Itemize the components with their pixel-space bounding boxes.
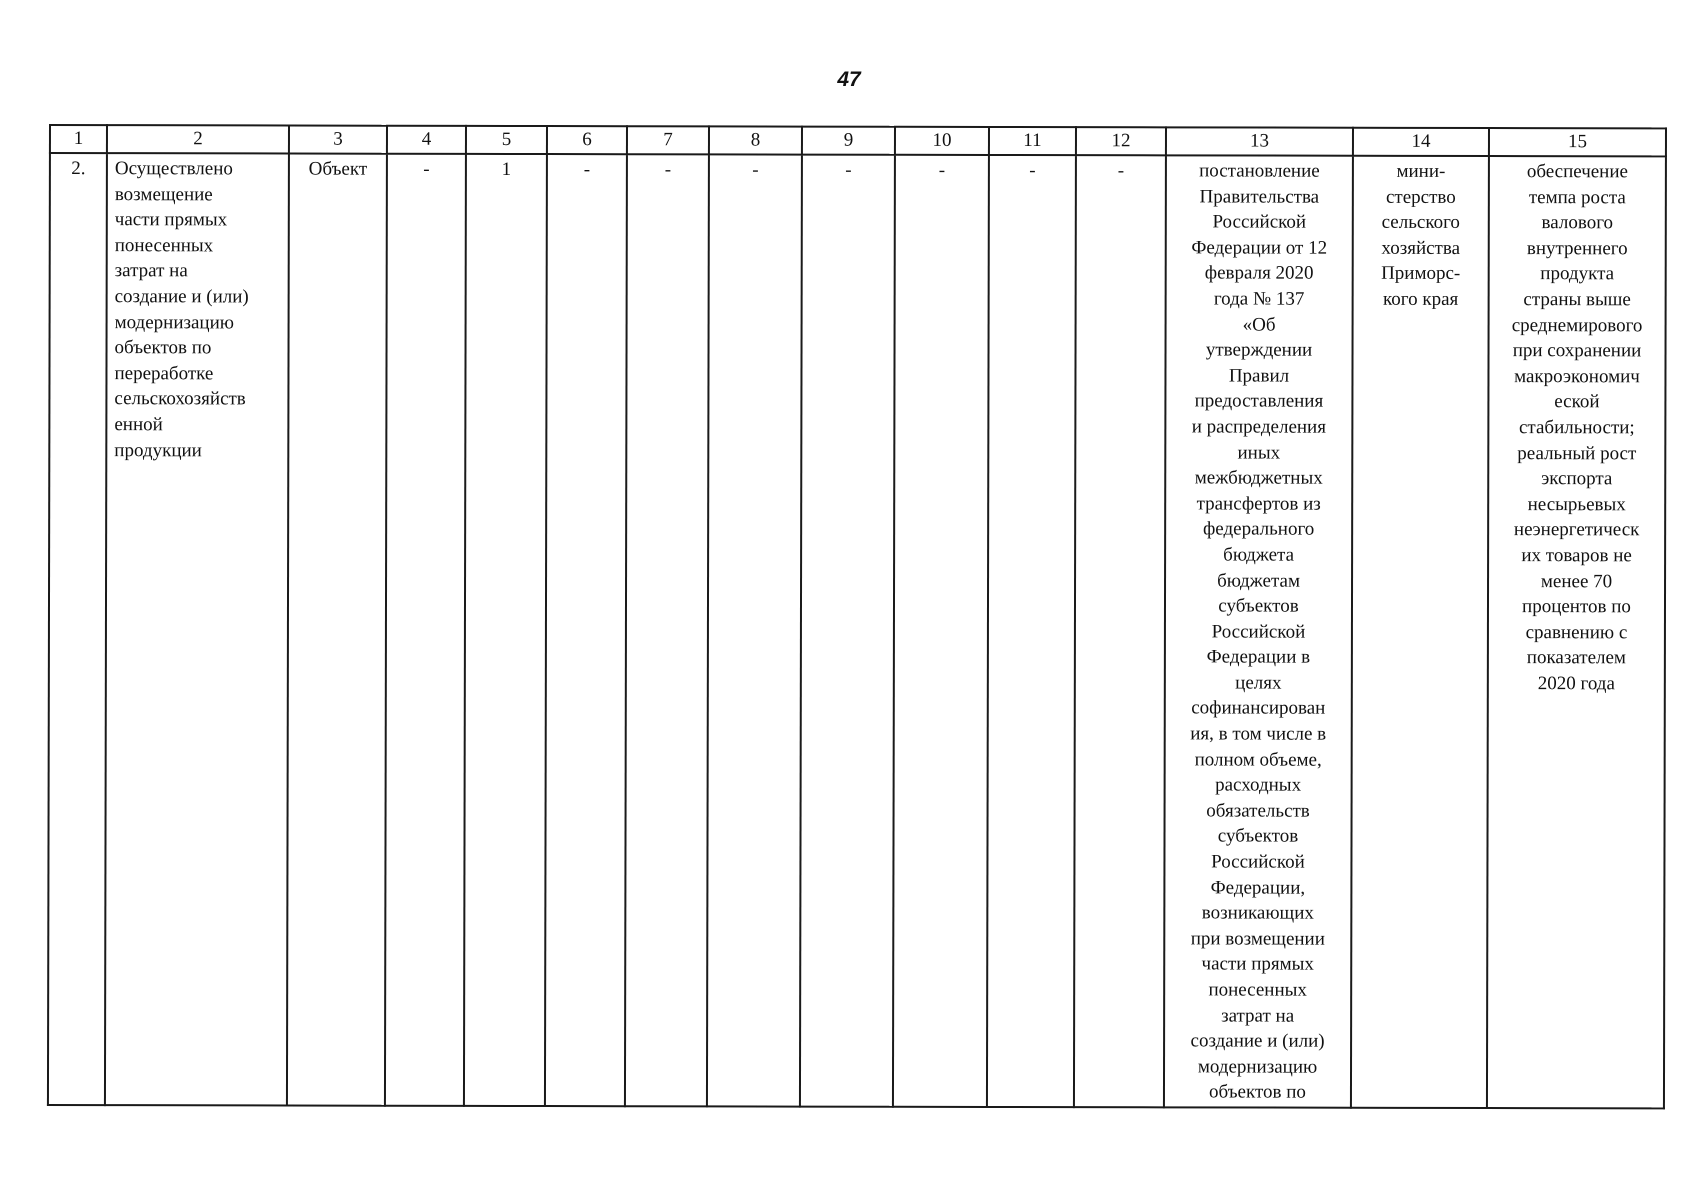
col-header-8: 8: [709, 126, 802, 154]
col-header-13: 13: [1166, 127, 1353, 155]
measure-name-cell: Осуществлено возмещение части прямых понесенных затрат на создание и (или) модернизацию объектов по переработке сельскохозяйств енной продукции: [105, 153, 289, 1105]
col-header-1: 1: [50, 125, 107, 153]
col-header-14: 14: [1353, 128, 1489, 156]
value-cell-5: 1: [464, 154, 547, 1106]
target-goal-cell: обеспечение темпа роста валового внутреннего продукта страны выше среднемирового при сохранении макроэкономич еской стабильности; реальный рост экспорта несырьевых неэнергетическ их товаров не менее 70 процентов по сравнению с показателем 2020 года: [1487, 156, 1666, 1108]
value-cell-4: -: [385, 154, 466, 1106]
col-header-4: 4: [387, 126, 466, 154]
unit-cell: Объект: [287, 154, 387, 1106]
page-number: 47: [837, 68, 861, 91]
col-header-10: 10: [895, 127, 989, 155]
col-header-2: 2: [107, 125, 289, 153]
value-cell-7: -: [625, 154, 709, 1106]
col-header-11: 11: [989, 127, 1076, 155]
legal-basis-cell: постановление Правительства Российской Федерации от 12 февраля 2020 года № 137 «Об утверждении Правил предоставления и распределения иных межбюджетных трансфертов из федерального бюджета бюджетам субъектов Российской Федерации в целях софинансирован ия, в том числе в полном объеме, расходных обязательств субъектов Российской Федерации, возникающих при возмещении части прямых понесенных затрат на создание и (или) модернизацию объектов по: [1164, 155, 1353, 1107]
value-cell-8: -: [707, 154, 802, 1106]
row-number-cell: 2.: [48, 153, 107, 1105]
col-header-15: 15: [1489, 128, 1666, 156]
column-number-row: [50, 125, 1666, 156]
col-header-7: 7: [627, 126, 709, 154]
value-cell-11: -: [987, 155, 1076, 1107]
value-cell-6: -: [545, 154, 627, 1106]
col-header-6: 6: [547, 126, 627, 154]
col-header-3: 3: [289, 126, 387, 154]
col-header-9: 9: [802, 127, 895, 155]
col-header-5: 5: [466, 126, 547, 154]
value-cell-10: -: [893, 155, 989, 1107]
responsible-body-cell: мини- стерство сельского хозяйства Приморс- кого края: [1351, 156, 1489, 1108]
value-cell-9: -: [800, 155, 895, 1107]
value-cell-12: -: [1074, 155, 1166, 1107]
table-row: [48, 153, 1666, 1108]
measures-table: [47, 124, 1667, 1109]
col-header-12: 12: [1076, 127, 1166, 155]
